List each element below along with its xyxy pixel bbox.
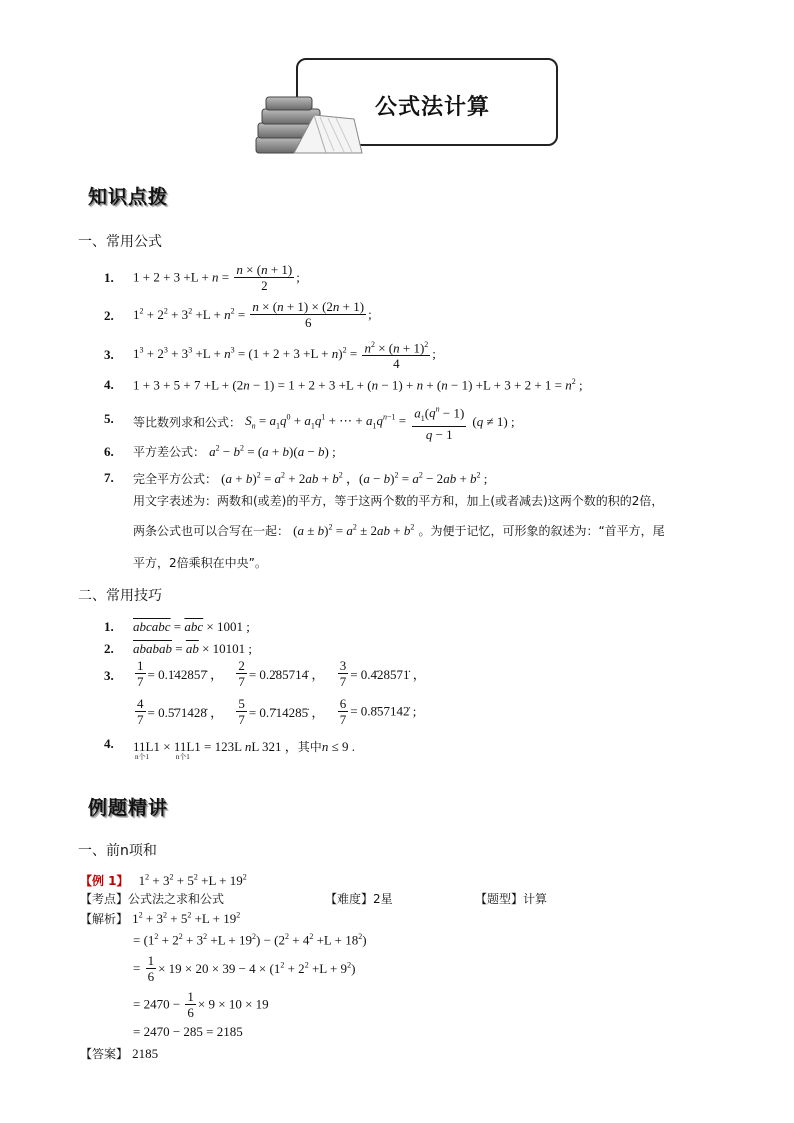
books-icon [254,95,364,157]
example-1-question: 【例 1】 $1^2 + 3^2 + 5^2 +L + 19^2$ [80,872,247,888]
section-heading-knowledge: 知识点拨 [88,186,169,208]
trick-4: 11L1 n个1 × 11L1 n个1 = 123L nL 321 ，其中n ≤ 9 . [133,739,355,761]
formula-2: $1^2 + 2^2 + 3^2 +L + n^2$ = $\frac{n \times (n + 1) \times (2n + 1)}{6}$ ; [133,299,372,330]
subheading-formulas: 一、常用公式 [78,234,162,250]
trick-2: ababab = $\overline{ab} \times 10101$ ; [133,641,253,656]
subheading-techniques: 二、常用技巧 [78,588,162,604]
solution-step-4: = 2470 − 285 = 2185 [133,1024,243,1039]
item-number: 3. [104,347,114,362]
item-number: 4. [104,377,114,392]
answer-label: 【答案】 [80,1047,129,1061]
formula-7-description: 用文字表述为：两数和(或差)的平方，等于这两个数的平方和，加上(或者减去)这两个数的积的2倍， [133,494,664,508]
formula-6: 平方差公式： $a^2 - b^2 = (a + b)(a - b)$ ; [133,443,336,459]
formula-6-label: 平方差公式： [133,445,206,459]
item-number: 2. [104,308,114,323]
section-heading-examples: 例题精讲 [88,797,169,819]
jiexi-row: 【解析】 $1^2 + 3^2 + 5^2 +L + 19^2$ [80,910,241,926]
item-number: 1. [104,270,114,285]
item-number: 1. [104,619,114,634]
kaodian-row [80,890,224,907]
formula-7-label: 完全平方公式： [133,472,218,486]
nandu-row [325,890,393,907]
answer-row [80,1045,158,1062]
example-tag: 【例 1】 [80,874,129,888]
formula-5-label: 等比数列求和公式： [133,415,242,430]
step3-right: × 9 × 10 × 19 [197,996,269,1012]
trick-3-row1: $\frac{1}{7}$ = 0.1̇42857̇ ， $\frac{2}{7}$ = 0.2̇85714̇ ， $\frac{3}{7}$ = 0.4̇28571̇ ， [137,658,426,689]
nandu-value: 2星 [373,892,393,906]
tixing-row [475,890,547,907]
item-number: 6. [104,444,114,459]
tixing-label: 【题型】 [475,892,524,906]
solution-step-3: = 2470 − $\frac{1}{6}$ × 9 × 10 × 19 [133,989,269,1020]
item-number: 4. [104,736,114,751]
trick-1: abcabc = $\overline{abc} \times 1001$ ; [133,619,250,634]
solution-step-1: = $(1^2 + 2^2 + 3^2 +L + 19^2) - (2^2 + 4^2 +L + 18^2)$ [133,932,367,948]
mnemonic-text: 。为便于记忆，可形象的叙述为：“首平方，尾 [418,524,665,538]
solution-step-2: = $\frac{1}{6}$ × $19 \times 20 \times 39 - 4 \times (1^2 + 2^2 +L + 9^2)$ [133,953,356,984]
item-number: 3. [104,668,114,683]
answer-value: 2185 [132,1046,159,1061]
subheading-first-n-terms: 一、前n项和 [78,843,157,859]
combined-label: 两条公式也可以合写在一起： [133,524,290,538]
formula-4: $1 + 3 + 5 + 7 +L + (2n - 1) = 1 + 2 + 3 +L + (n - 1) + n + (n - 1) +L + 3 + 2 + 1 = n^2$ ; [133,377,583,393]
mnemonic-end: 平方，2倍乘积在中央”。 [133,556,267,570]
jiexi-label: 【解析】 [80,912,129,926]
formula-1: 1 + 2 + 3 +L + n = $\frac{n \times (n + 1)}{2}$ ; [133,262,300,293]
kaodian-value: 公式法之求和公式 [128,892,225,906]
page-title: 公式法计算 [375,95,491,120]
item-number: 5. [104,411,114,426]
formula-5: 等比数列求和公式： $S_n = a_1q^0 + a_1q^1$ + ⋯ + $a_1q^{n-1}$ = $\frac{a_1(q^n - 1)}{q - 1}$ (q ≠ 1) ; [133,402,515,442]
tixing-value: 计算 [523,892,548,906]
trick-3-row2: $\frac{4}{7}$ = 0.5̇71428̇ ， $\frac{5}{7}$ = 0.7̇14285̇ ， $\frac{6}{7}$ = 0.8̇57142̇ ; [137,696,417,727]
kaodian-label: 【考点】 [80,892,129,906]
nandu-label: 【难度】 [325,892,374,906]
item-number: 2. [104,641,114,656]
formula-7: 完全平方公式： $(a + b)^2 = a^2 + 2ab + b^2$ ，$(a - b)^2 = a^2 - 2ab + b^2$ ; [133,470,488,486]
step3-left: = 2470 − [133,996,181,1012]
formula-3: $1^3 + 2^3 + 3^3 +L + n^3 = (1 + 2 + 3 +L + n)^2$ = $\frac{n^2 \times (n + 1)^2}{4}$ ; [133,337,436,371]
formula-7-combined: 两条公式也可以合写在一起： $(a \pm b)^2 = a^2 \pm 2ab + b^2$ 。为便于记忆，可形象的叙述为：“首平方，尾 [133,522,665,538]
item-number: 7. [104,470,114,485]
